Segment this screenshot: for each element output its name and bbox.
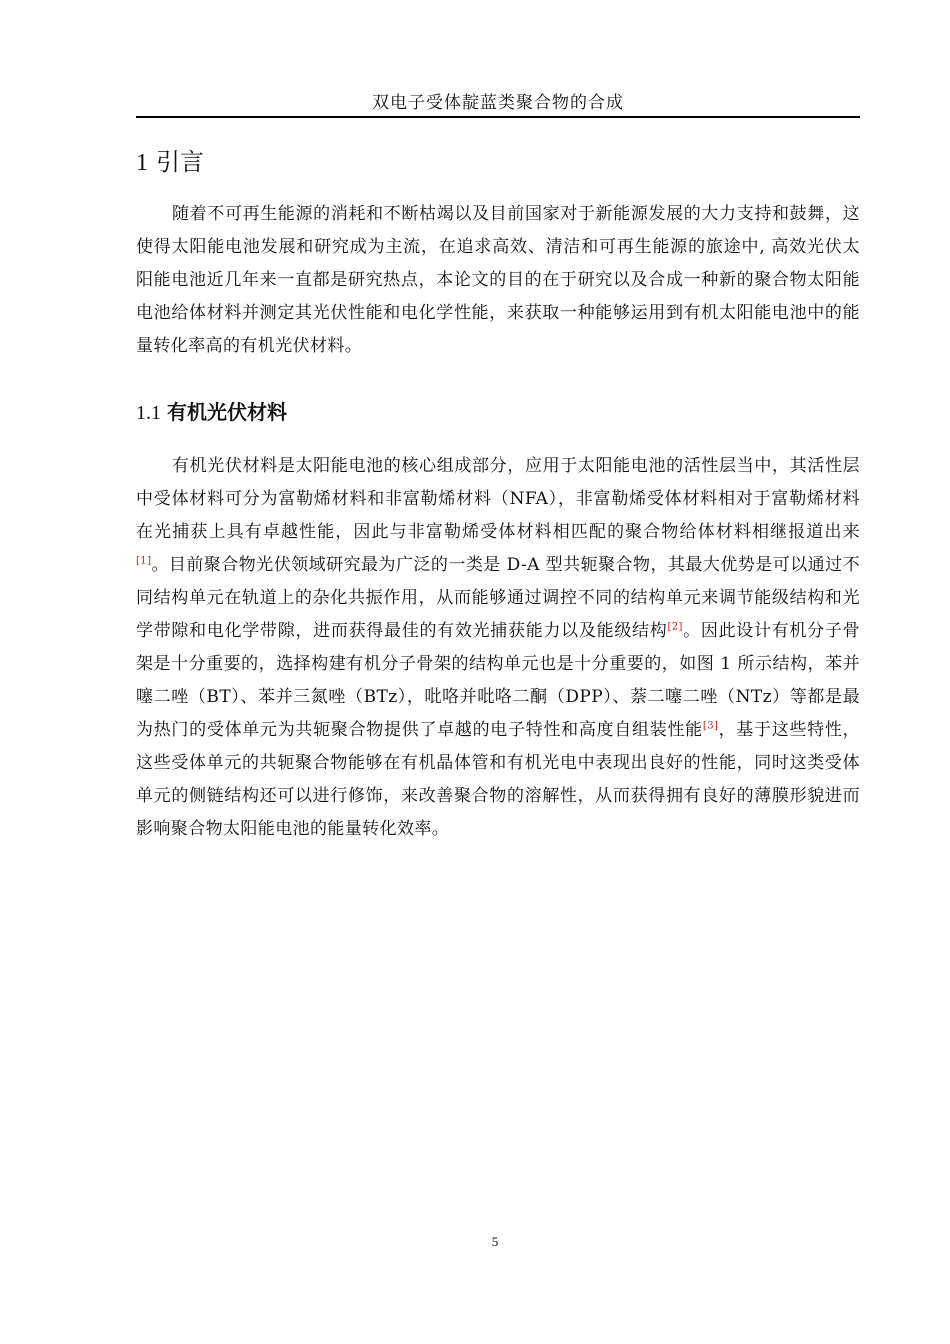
header-rule	[136, 116, 860, 118]
paragraph-text: 。目前聚合物光伏领域研究最为广泛的一类是 D-A 型共轭聚合物，其最大优势是可以通过不同结构单元在轨道上的杂化共振作用，从而能够通过调控不同的结构单元来调节能级结构和光学带隙和电化学带隙，进而获得最佳的有效光捕获能力以及能级结构	[136, 555, 860, 641]
page-number: 5	[491, 1234, 499, 1249]
chapter-title: 引言	[156, 148, 204, 176]
section-number: 1.1	[136, 402, 161, 424]
paragraph-text: 有机光伏材料是太阳能电池的核心组成部分，应用于太阳能电池的活性层当中，其活性层中受体材料可分为富勒烯材料和非富勒烯材料（NFA），非富勒烯受体材料相对于富勒烯材料在光捕获上具有卓越性能，因此与非富勒烯受体材料相匹配的聚合物给体材料相继报道出来	[136, 456, 860, 542]
citation-link[interactable]: [1]	[136, 555, 152, 567]
citation-link[interactable]: [3]	[702, 720, 719, 732]
chapter-heading	[136, 146, 204, 179]
chapter-number: 1	[136, 150, 148, 176]
paragraph-text: 。因此设计有机分子骨架是十分重要的，选择构建有机分子骨架的结构单元也是十分重要的，如图 1 所示结构，苯并噻二唑（BT）、苯并三氮唑（BTz），吡咯并吡咯二酮（DPP）、萘二噻二唑（NTz）等都是最为热门的受体单元为共轭聚合物提供了卓越的电子特性和高度自组装性能	[136, 621, 860, 740]
running-header: 双电子受体靛蓝类聚合物的合成	[372, 93, 624, 113]
section-title: 有机光伏材料	[167, 400, 287, 424]
intro-paragraph: 随着不可再生能源的消耗和不断枯竭以及目前国家对于新能源发展的大力支持和鼓舞，这使得太阳能电池发展和研究成为主流，在追求高效、清洁和可再生能源的旅途中, 高效光伏太阳能电池近几年来一直都是研究热点，本论文的目的在于研究以及合成一种新的聚合物太阳能电池给体材料并测定其光伏性能和电化学性能，来获取一种能够运用到有机太阳能电池中的能量转化率高的有机光伏材料。	[136, 204, 860, 356]
paragraph-text: ，基于这些特性，这些受体单元的共轭聚合物能够在有机晶体管和有机光电中表现出良好的性能，同时这类受体单元的侧链结构还可以进行修饰，来改善聚合物的溶解性，从而获得拥有良好的薄膜形貌进而影响聚合物太阳能电池的能量转化效率。	[136, 720, 860, 839]
section-paragraph	[136, 450, 860, 846]
section-heading	[136, 398, 287, 427]
citation-link[interactable]: [2]	[667, 621, 683, 633]
